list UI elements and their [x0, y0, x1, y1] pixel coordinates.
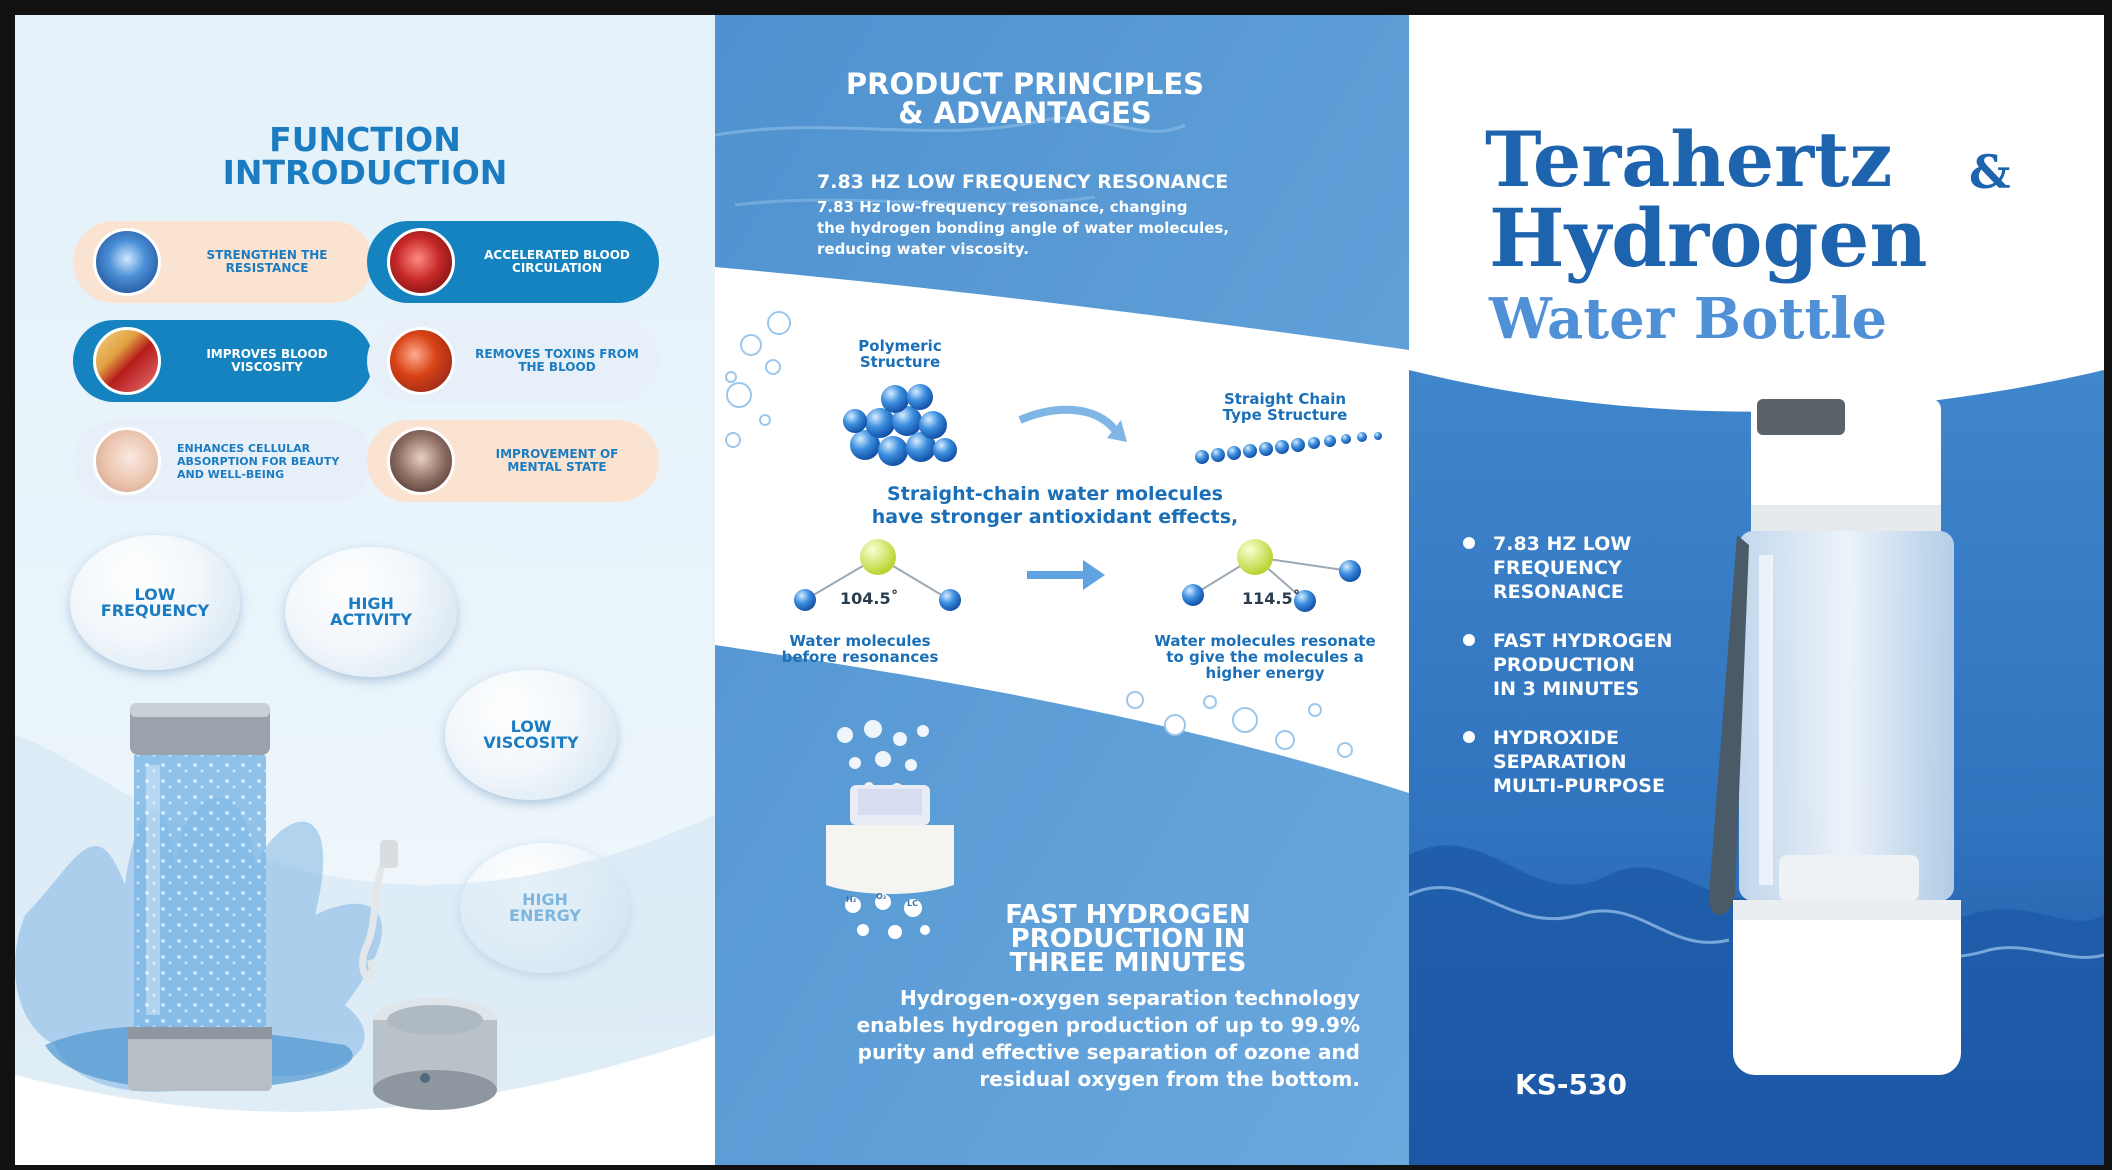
function-introduction-panel — [15, 15, 715, 1165]
polymeric-label — [830, 338, 970, 370]
caption-line: higher energy — [1205, 664, 1325, 682]
body-line: 7.83 Hz low-frequency resonance, changing — [817, 198, 1188, 216]
glass-bottle-icon — [110, 695, 290, 1115]
body-line: reducing water viscosity. — [817, 240, 1029, 258]
caption-line: Water molecules — [789, 632, 931, 650]
resonance-body — [817, 197, 1229, 260]
feature-line: IN 3 MINUTES — [1493, 678, 1640, 700]
title-terahertz: Terahertz — [1485, 115, 1893, 204]
title-line: PRODUCT PRINCIPLES — [845, 67, 1205, 101]
fast-hydrogen-body — [755, 985, 1360, 1093]
feature-line: FAST HYDROGEN — [1493, 630, 1673, 652]
label-line: Structure — [859, 353, 941, 371]
arrow-right-icon — [1027, 560, 1107, 590]
resonance-heading: 7.83 HZ LOW FREQUENCY RESONANCE — [817, 171, 1229, 193]
bubble-label: H₂ — [846, 895, 857, 904]
title-ampersand: & — [1969, 145, 2011, 199]
caption-line: to give the molecules a — [1166, 648, 1364, 666]
straight-chain-icon — [1190, 427, 1390, 467]
title-line: INTRODUCTION — [222, 153, 508, 192]
caption-line: Water molecules resonate — [1154, 632, 1376, 650]
bullet-dot-icon — [1463, 731, 1475, 743]
feature-line: SEPARATION — [1493, 751, 1627, 773]
heading-line: FAST HYDROGEN — [1005, 900, 1251, 930]
water-droplets-icon — [1115, 680, 1375, 770]
bubble-text: ACTIVITY — [330, 610, 412, 629]
feature-line: MULTI-PURPOSE — [1493, 775, 1665, 797]
benefit-label: REMOVES TOXINS FROM THE BLOOD — [475, 347, 639, 374]
label-line: Polymeric — [858, 337, 942, 355]
body-line: residual oxygen from the bottom. — [979, 1067, 1360, 1091]
bullet-dot-icon — [1463, 537, 1475, 549]
feature-bullet — [1463, 726, 1733, 798]
electrolysis-cartridge-icon — [820, 785, 960, 895]
feature-bullet — [1463, 532, 1733, 604]
body-line: enables hydrogen production of up to 99.9% — [856, 1013, 1360, 1037]
angle-before-label: 104.5˚ — [840, 589, 899, 608]
benefit-label: STRENGTHEN THE RESISTANCE — [206, 248, 328, 275]
bullet-dot-icon — [1463, 634, 1475, 646]
title-hydrogen: Hydrogen — [1489, 191, 1928, 285]
statement-line: Straight-chain water molecules — [887, 483, 1223, 505]
statement-line: have stronger antioxidant effects, — [871, 506, 1239, 528]
label-line: Straight Chain — [1223, 390, 1347, 408]
heading-line: THREE MINUTES — [1009, 948, 1247, 978]
body-line: Hydrogen-oxygen separation technology — [899, 986, 1360, 1010]
body-line: the hydrogen bonding angle of water molecules, — [817, 219, 1230, 237]
principles-panel — [715, 15, 1409, 1165]
body-line: purity and effective separation of ozone and — [857, 1040, 1360, 1064]
heading-line: PRODUCTION IN — [1010, 924, 1246, 954]
title-water-bottle: Water Bottle — [1489, 286, 1888, 352]
benefit-label: ENHANCES CELLULAR ABSORPTION FOR BEAUTY AND WELL-BEING — [177, 441, 340, 481]
water-droplets-icon — [721, 305, 801, 455]
benefit-label: IMPROVEMENT OF MENTAL STATE — [495, 447, 619, 474]
before-caption — [775, 633, 945, 665]
angle-after-label: 114.5˚ — [1242, 589, 1301, 608]
water-molecule-before-icon — [790, 535, 970, 625]
straight-chain-label — [1185, 391, 1385, 423]
bubble-text: LOW — [510, 717, 552, 736]
feature-line: 7.83 HZ LOW — [1493, 533, 1632, 555]
fast-hydrogen-heading — [965, 900, 1365, 978]
feature-line: FREQUENCY — [1493, 557, 1622, 579]
hydrogen-bottle-icon — [1679, 375, 2039, 1095]
product-panel — [1409, 15, 2104, 1165]
bubble-text: VISCOSITY — [483, 733, 579, 752]
bubble-label: LC — [907, 899, 918, 908]
benefit-label: IMPROVES BLOOD VISCOSITY — [206, 347, 328, 374]
bubble-text: HIGH — [348, 594, 394, 613]
bubble-text: FREQUENCY — [100, 600, 210, 620]
feature-line: PRODUCTION — [1493, 654, 1635, 676]
charging-base-icon — [350, 840, 500, 1120]
feature-line: RESONANCE — [1493, 581, 1624, 603]
benefit-label: ACCELERATED BLOOD CIRCULATION — [484, 248, 630, 275]
title-line: FUNCTION — [269, 120, 461, 159]
feature-bullet — [1463, 629, 1733, 701]
polymeric-cluster-icon — [825, 375, 975, 475]
water-molecule-after-icon — [1175, 535, 1365, 625]
feature-line: HYDROXIDE — [1493, 727, 1620, 749]
label-line: Type Structure — [1222, 406, 1348, 424]
antioxidant-statement — [805, 483, 1305, 529]
model-number: KS-530 — [1515, 1068, 1627, 1101]
bubble-label: O₂ — [876, 892, 887, 901]
bubble-text: LOW — [134, 584, 176, 604]
after-caption — [1140, 633, 1390, 681]
caption-line: before resonances — [781, 648, 939, 666]
principles-title — [775, 67, 1275, 130]
curved-arrow-icon — [1015, 400, 1135, 450]
title-line: & ADVANTAGES — [898, 96, 1152, 130]
